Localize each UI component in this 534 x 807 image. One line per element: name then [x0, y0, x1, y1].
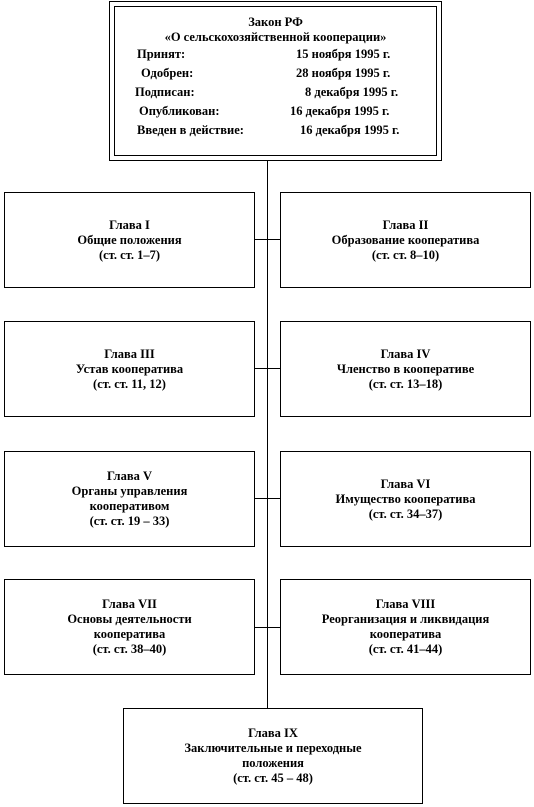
adopted-date: 15 ноября 1995 г. [296, 47, 391, 61]
chapter-6-title: Имущество кооператива [335, 491, 476, 506]
header-row-published [115, 102, 436, 121]
chapter-5-box [4, 451, 255, 547]
chapter-4-title: Членство в кооперативе [336, 361, 475, 376]
approved-date: 28 ноября 1995 г. [296, 66, 391, 80]
signed-date: 8 декабря 1995 г. [305, 85, 399, 99]
chapter-5-number: Глава V [107, 469, 152, 483]
chapter-9-box [123, 708, 423, 804]
connector-row-1 [255, 239, 280, 240]
connector-row-4 [255, 627, 280, 628]
chapter-7-box [4, 579, 255, 675]
chapter-3-title: Устав кооператива [75, 361, 184, 376]
header-row-signed [115, 83, 436, 102]
law-title: Закон РФ [248, 15, 303, 29]
published-label: Опубликован: [139, 104, 220, 118]
chapter-7-articles: (ст. ст. 38–40) [92, 642, 167, 656]
chapter-1-box [4, 192, 255, 288]
header-row-effective [115, 121, 436, 140]
chapter-5-title-line2: кооперативом [89, 499, 170, 513]
chapter-3-box [4, 321, 255, 417]
chapter-9-title-line2: положения [242, 756, 304, 770]
signed-label: Подписан: [135, 85, 195, 99]
effective-date: 16 декабря 1995 г. [300, 123, 400, 137]
chapter-7-title-line2: кооператива [93, 627, 166, 641]
chapter-1-title: Общие положения [77, 232, 182, 247]
effective-label: Введен в действие: [137, 123, 244, 137]
chapter-8-title-line1: Реорганизация и ликвидация [321, 612, 490, 626]
connector-row-2 [255, 368, 280, 369]
chapter-4-number: Глава IV [380, 346, 431, 361]
chapter-8-articles: (ст. ст. 41–44) [368, 642, 443, 656]
chapter-9-title-line1: Заключительные и переходные [184, 741, 362, 755]
connector-row-3 [255, 498, 280, 499]
chapter-2-articles: (ст. ст. 8–10) [371, 247, 440, 262]
approved-label: Одобрен: [141, 66, 194, 80]
chapter-8-number: Глава VIII [375, 597, 436, 611]
chapter-2-number: Глава II [382, 217, 429, 232]
chapter-5-articles: (ст. ст. 19 – 33) [89, 514, 170, 528]
chapter-6-number: Глава VI [380, 476, 431, 491]
chapter-5-title-line1: Органы управления [71, 484, 188, 498]
chapter-4-articles: (ст. ст. 13–18) [368, 376, 443, 391]
chapter-4-box [280, 321, 531, 417]
chapter-2-box [280, 192, 531, 288]
header-row-approved [115, 64, 436, 83]
chapter-1-articles: (ст. ст. 1–7) [98, 247, 161, 262]
central-connector-line [267, 160, 268, 708]
published-date: 16 декабря 1995 г. [290, 104, 390, 118]
law-subtitle: «О сельскохозяйственной кооперации» [164, 30, 387, 44]
chapter-3-articles: (ст. ст. 11, 12) [93, 376, 166, 391]
chapter-8-box [280, 579, 531, 675]
header-row-adopted [115, 45, 436, 64]
law-header-box [109, 1, 442, 161]
chapter-2-title: Образование кооператива [331, 232, 480, 247]
chapter-1-number: Глава I [109, 217, 150, 232]
chapter-7-title-line1: Основы деятельности [67, 612, 192, 626]
chapter-7-number: Глава VII [102, 597, 157, 611]
law-header-inner-frame [114, 6, 437, 156]
chapter-6-box [280, 451, 531, 547]
chapter-3-number: Глава III [104, 346, 155, 361]
chapter-9-number: Глава IX [248, 726, 298, 740]
chapter-8-title-line2: кооператива [369, 627, 442, 641]
chapter-6-articles: (ст. ст. 34–37) [368, 506, 443, 521]
adopted-label: Принят: [137, 47, 186, 61]
chapter-9-articles: (ст. ст. 45 – 48) [233, 771, 313, 785]
